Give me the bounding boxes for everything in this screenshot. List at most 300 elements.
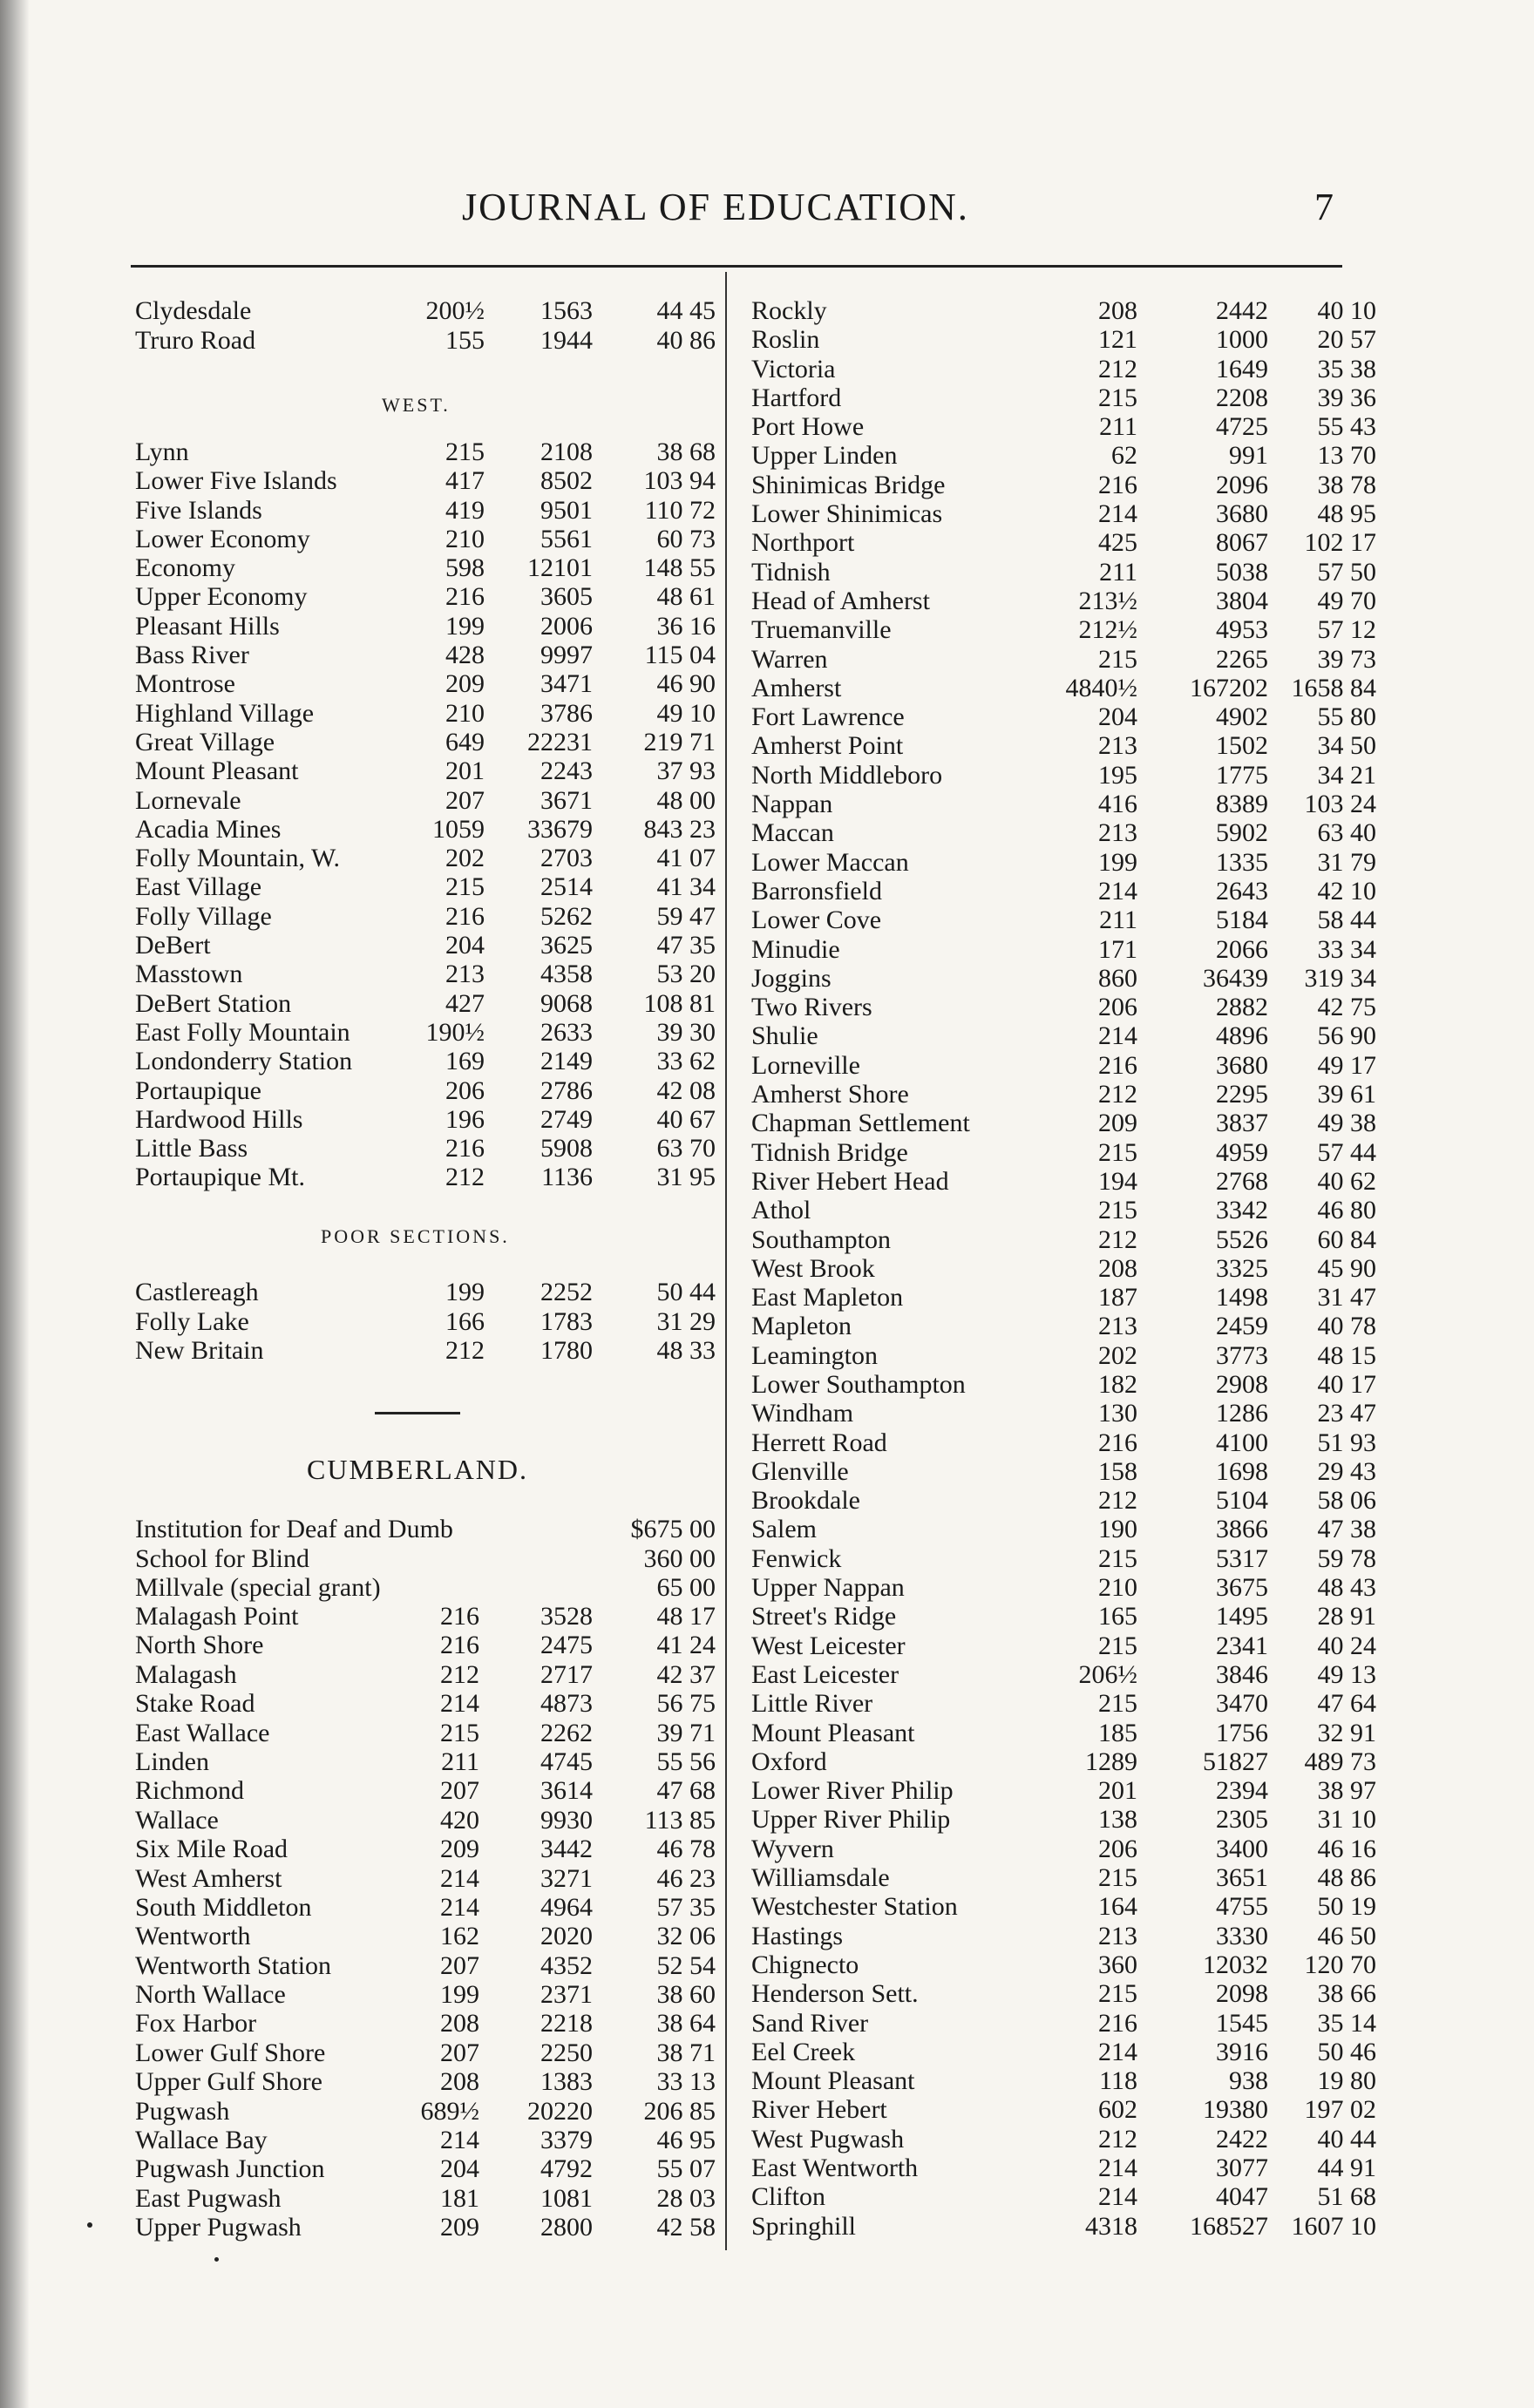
right-column-table [741, 296, 1376, 2241]
row-value-b: 2442 [1216, 296, 1268, 325]
row-value-c: 48 86 [1317, 1863, 1376, 1893]
table-row [741, 1369, 1376, 1399]
row-value-c: 37 93 [656, 756, 716, 786]
row-value-b: 1756 [1216, 1718, 1268, 1747]
row-value-c: 28 03 [656, 2183, 716, 2213]
row-name: North Wallace [135, 1980, 286, 2010]
row-value-a: 187 [1098, 1283, 1137, 1313]
row-value-a: 190½ [425, 1017, 485, 1047]
row-value-b: 938 [1229, 2066, 1268, 2096]
row-name: Tidnish Bridge [751, 1137, 908, 1167]
row-name: East Village [135, 872, 262, 902]
row-name: Truemanville [751, 615, 892, 645]
row-name: North Middleboro [751, 760, 943, 790]
row-name: Bass River [135, 641, 249, 670]
row-name: Malagash Point [135, 1602, 299, 1631]
row-value-b: 1495 [1216, 1602, 1268, 1631]
row-value-b: 1944 [540, 326, 593, 355]
row-value-a: 166 [445, 1306, 485, 1336]
row-name: Wallace Bay [135, 2126, 268, 2155]
row-value-b: 1081 [540, 2183, 593, 2213]
row-name: Millvale (special grant) [135, 1573, 381, 1602]
table-row [741, 1312, 1376, 1341]
row-name: Great Village [135, 727, 275, 756]
row-value-a: 210 [445, 524, 485, 553]
table-row [131, 2154, 720, 2183]
table-row [741, 644, 1376, 674]
row-value-a: 199 [445, 611, 485, 641]
row-value-c: 103 24 [1304, 790, 1376, 819]
row-value-c: 42 58 [656, 2213, 716, 2242]
row-value-c: 45 90 [1317, 1253, 1376, 1283]
row-value-c: 31 29 [656, 1306, 716, 1336]
row-name: Fort Lawrence [751, 702, 905, 732]
row-value-c: 40 44 [1317, 2124, 1376, 2154]
row-value-b: 3342 [1216, 1196, 1268, 1225]
row-value-c: 49 17 [1317, 1050, 1376, 1080]
table-row [741, 1109, 1376, 1138]
row-name: Wyvern [751, 1834, 834, 1863]
row-value-c: 57 12 [1317, 615, 1376, 645]
table-row [131, 1689, 720, 1718]
row-value-b: 2006 [540, 611, 593, 641]
row-value-c: 44 91 [1317, 2154, 1376, 2182]
row-value-c: 40 24 [1317, 1631, 1376, 1660]
table-row [131, 1307, 720, 1337]
poor-sections-table [131, 1278, 720, 1366]
table-row [741, 1340, 1376, 1370]
row-value-c: 360 00 [643, 1543, 716, 1573]
row-name: Eel Creek [751, 2037, 856, 2066]
row-value-c: 38 71 [656, 2038, 716, 2067]
row-value-a: 212 [1098, 1486, 1137, 1516]
table-row [741, 470, 1376, 499]
row-value-a: 214 [1098, 499, 1137, 529]
table-row [741, 1805, 1376, 1835]
row-value-a: 209 [440, 1835, 479, 1864]
row-value-b: 3400 [1216, 1834, 1268, 1863]
row-value-b: 2066 [1216, 934, 1268, 964]
row-name: South Middleton [135, 1892, 312, 1922]
table-row [741, 441, 1376, 471]
row-name: Barronsfield [751, 876, 882, 906]
row-value-b: 3916 [1216, 2037, 1268, 2066]
row-value-b: 2422 [1216, 2124, 1268, 2154]
table-row [131, 2009, 720, 2038]
row-name: Chapman Settlement [751, 1109, 970, 1138]
row-value-a: 215 [1098, 1863, 1137, 1893]
row-value-c: 47 64 [1317, 1689, 1376, 1719]
table-row [741, 1979, 1376, 2009]
table-row [741, 2211, 1376, 2241]
row-name: Richmond [135, 1776, 244, 1806]
row-value-c: 40 78 [1317, 1312, 1376, 1341]
row-value-b: 3614 [540, 1776, 593, 1806]
row-value-a: 216 [1098, 1050, 1137, 1080]
row-value-c: 48 15 [1317, 1340, 1376, 1370]
row-value-a: 208 [440, 2009, 479, 2038]
row-value-c: 55 43 [1317, 412, 1376, 442]
row-value-a: 195 [1098, 760, 1137, 790]
row-name: Amherst Shore [751, 1080, 909, 1109]
row-name: Mapleton [751, 1312, 852, 1341]
row-name: Highland Village [135, 698, 315, 728]
row-name: Oxford [751, 1747, 827, 1776]
table-row [741, 325, 1376, 355]
row-value-a: 162 [440, 1922, 479, 1951]
row-value-b: 2768 [1216, 1166, 1268, 1196]
row-name: Leamington [751, 1340, 878, 1370]
row-value-a: 155 [445, 326, 485, 355]
row-value-a: 215 [440, 1718, 479, 1747]
row-value-c: 39 36 [1317, 383, 1376, 412]
row-value-c: 42 75 [1317, 993, 1376, 1022]
table-row [131, 699, 720, 728]
row-name: Folly Village [135, 901, 272, 931]
row-value-a: 213 [1098, 731, 1137, 761]
row-name: North Shore [135, 1631, 264, 1660]
cumberland-heading: CUMBERLAND. [307, 1454, 529, 1485]
table-row [741, 702, 1376, 732]
row-value-a: 202 [1098, 1340, 1137, 1370]
row-value-b: 1335 [1216, 847, 1268, 877]
row-value-b: 3271 [540, 1863, 593, 1893]
row-value-c: 59 47 [656, 901, 716, 931]
row-name: Amherst Point [751, 731, 904, 761]
table-row [131, 989, 720, 1018]
table-row [741, 2095, 1376, 2125]
table-row [131, 2213, 720, 2242]
table-row [131, 1573, 720, 1603]
row-value-b: 3077 [1216, 2154, 1268, 2182]
table-row [741, 906, 1376, 935]
row-value-c: 36 16 [656, 611, 716, 641]
row-value-c: 40 17 [1317, 1369, 1376, 1399]
table-row [741, 2124, 1376, 2154]
row-value-b: 5317 [1216, 1543, 1268, 1573]
table-row [131, 1951, 720, 1980]
row-name: Brookdale [751, 1486, 860, 1516]
row-value-a: 204 [440, 2154, 479, 2184]
row-value-b: 5902 [1216, 818, 1268, 848]
table-row [741, 1456, 1376, 1486]
row-value-b: 2252 [540, 1278, 593, 1306]
row-value-a: 121 [1098, 325, 1137, 355]
row-value-b: 167202 [1190, 673, 1268, 702]
row-value-b: 3773 [1216, 1340, 1268, 1370]
row-name: Springhill [751, 2211, 857, 2241]
row-value-b: 3651 [1216, 1863, 1268, 1893]
row-name: Linden [135, 1747, 209, 1776]
table-row [741, 499, 1376, 529]
row-name: Upper Pugwash [135, 2213, 302, 2242]
row-value-b: 1286 [1216, 1399, 1268, 1428]
table-row [741, 1776, 1376, 1806]
row-value-b: 1498 [1216, 1283, 1268, 1313]
row-name: Clifton [751, 2182, 826, 2212]
row-value-a: 216 [1098, 1428, 1137, 1457]
row-value-a: 1289 [1085, 1747, 1137, 1776]
row-value-c: 35 38 [1317, 354, 1376, 383]
table-row [741, 615, 1376, 645]
row-name: Folly Mountain, W. [135, 844, 341, 873]
row-value-a: 206 [1098, 1834, 1137, 1863]
row-value-c: 1607 10 [1291, 2211, 1376, 2241]
row-value-a: 208 [440, 2067, 479, 2097]
table-row [741, 847, 1376, 877]
row-value-c: 33 62 [656, 1047, 716, 1076]
row-value-c: 58 44 [1317, 906, 1376, 935]
table-row [131, 1018, 720, 1047]
row-name: Herrett Road [751, 1428, 887, 1457]
row-value-c: 103 94 [643, 466, 716, 496]
row-name: East Wallace [135, 1718, 270, 1747]
row-value-a: 216 [445, 1134, 485, 1163]
table-row [741, 1283, 1376, 1313]
row-value-b: 1545 [1216, 2008, 1268, 2038]
row-name: Salem [751, 1515, 817, 1544]
table-row [741, 673, 1376, 702]
row-value-b: 2371 [540, 1980, 593, 2010]
row-value-c: 31 95 [656, 1163, 716, 1192]
row-name: DeBert [135, 931, 211, 960]
row-value-b: 3330 [1216, 1921, 1268, 1950]
row-value-c: 49 38 [1317, 1109, 1376, 1138]
row-value-c: 48 61 [656, 582, 716, 612]
row-value-c: 489 73 [1304, 1747, 1376, 1776]
row-value-b: 12101 [527, 553, 593, 583]
row-name: Folly Lake [135, 1306, 249, 1336]
row-name: Northport [751, 528, 855, 558]
row-name: Little River [751, 1689, 873, 1719]
table-row [741, 1659, 1376, 1689]
row-name: Portaupique [135, 1075, 261, 1105]
row-value-a: 427 [445, 988, 485, 1018]
row-value-a: 202 [445, 844, 485, 873]
row-value-b: 1563 [540, 296, 593, 325]
row-value-c: 56 75 [656, 1689, 716, 1719]
table-row [741, 1834, 1376, 1863]
row-value-b: 2908 [1216, 1369, 1268, 1399]
row-value-b: 2243 [540, 756, 593, 786]
row-value-c: 33 13 [656, 2067, 716, 2097]
row-value-b: 4745 [540, 1747, 593, 1776]
row-name: Warren [751, 644, 828, 674]
row-name: River Hebert Head [751, 1166, 949, 1196]
row-value-b: 3866 [1216, 1515, 1268, 1544]
row-value-a: 130 [1098, 1399, 1137, 1428]
table-row [131, 1105, 720, 1134]
table-row [131, 728, 720, 756]
row-value-a: 212½ [1078, 615, 1137, 645]
row-name: Little Bass [135, 1134, 248, 1163]
table-row [741, 1515, 1376, 1544]
west-table [131, 438, 720, 1192]
row-value-b: 1136 [541, 1163, 593, 1192]
row-value-c: 46 50 [1317, 1921, 1376, 1950]
row-value-a: 215 [1098, 1196, 1137, 1225]
row-value-a: 214 [440, 1863, 479, 1893]
table-row [131, 438, 720, 466]
row-name: Lower Shinimicas [751, 499, 943, 529]
table-row [131, 1864, 720, 1893]
row-value-b: 20220 [527, 2096, 593, 2126]
row-value-a: 602 [1098, 2095, 1137, 2125]
row-value-a: 216 [1098, 470, 1137, 499]
row-value-a: 207 [440, 1776, 479, 1806]
row-value-c: 55 80 [1317, 702, 1376, 732]
row-value-a: 209 [1098, 1109, 1137, 1138]
row-name: Wallace [135, 1805, 219, 1835]
row-value-a: 214 [440, 2126, 479, 2155]
row-value-c: 49 10 [656, 698, 716, 728]
row-value-b: 2394 [1216, 1776, 1268, 1806]
table-row [131, 1336, 720, 1366]
row-value-a: 216 [440, 1602, 479, 1631]
table-row [131, 296, 720, 326]
row-value-b: 5104 [1216, 1486, 1268, 1516]
row-value-c: 102 17 [1304, 528, 1376, 558]
row-value-b: 2882 [1216, 993, 1268, 1022]
special-grants-table [131, 1515, 720, 1603]
row-value-a: 417 [445, 466, 485, 496]
row-value-a: 206 [1098, 993, 1137, 1022]
row-value-a: 4318 [1085, 2211, 1137, 2241]
row-value-a: 215 [445, 872, 485, 902]
row-value-b: 1775 [1216, 760, 1268, 790]
row-value-c: 115 04 [644, 641, 716, 670]
table-row [741, 934, 1376, 964]
row-name: Lower Cove [751, 906, 882, 935]
row-value-b: 2108 [540, 438, 593, 466]
row-name: Windham [751, 1399, 854, 1428]
row-value-a: 212 [1098, 1080, 1137, 1109]
row-value-c: 1658 84 [1291, 673, 1376, 702]
row-value-c: 57 35 [656, 1892, 716, 1922]
table-row [741, 1747, 1376, 1776]
row-value-b: 2020 [540, 1922, 593, 1951]
row-name: Malagash [135, 1659, 237, 1689]
row-value-b: 2305 [1216, 1805, 1268, 1835]
row-name: East Mapleton [751, 1283, 904, 1313]
row-name: Lorneville [751, 1050, 860, 1080]
row-value-c: 108 81 [643, 988, 716, 1018]
row-value-b: 3605 [540, 582, 593, 612]
row-name: DeBert Station [135, 988, 292, 1018]
row-value-a: 208 [1098, 296, 1137, 325]
table-row [131, 1515, 720, 1544]
row-value-a: 425 [1098, 528, 1137, 558]
table-row [741, 354, 1376, 383]
row-value-a: 1059 [432, 814, 485, 844]
table-row [741, 2008, 1376, 2038]
row-name: Lower Five Islands [135, 466, 337, 496]
row-name: School for Blind [135, 1543, 309, 1573]
row-value-b: 3846 [1216, 1659, 1268, 1689]
row-value-b: 2475 [540, 1631, 593, 1660]
row-value-a: 419 [445, 495, 485, 525]
table-row [131, 612, 720, 641]
row-name: Fox Harbor [135, 2009, 257, 2038]
row-name: Mount Pleasant [751, 1718, 915, 1747]
row-name: Wentworth Station [135, 1950, 332, 1980]
row-value-b: 1502 [1216, 731, 1268, 761]
table-row [741, 1399, 1376, 1428]
left-column-top-table [131, 296, 720, 356]
row-value-c: 38 68 [656, 438, 716, 466]
table-row [741, 1689, 1376, 1719]
row-value-c: 23 47 [1317, 1399, 1376, 1428]
row-value-c: 52 54 [656, 1950, 716, 1980]
page-header [131, 185, 1334, 237]
row-value-a: 206 [445, 1075, 485, 1105]
row-value-c: 59 78 [1317, 1543, 1376, 1573]
table-row [741, 1863, 1376, 1893]
row-value-a: 689½ [420, 2096, 479, 2126]
section-separator [375, 1412, 460, 1414]
row-name: East Folly Mountain [135, 1017, 350, 1047]
row-value-c: 113 85 [644, 1805, 716, 1835]
row-value-c: 31 79 [1317, 847, 1376, 877]
row-value-c: 65 00 [656, 1573, 716, 1602]
table-row [131, 1922, 720, 1950]
row-value-b: 12032 [1203, 1950, 1268, 1979]
row-name: East Pugwash [135, 2183, 282, 2213]
row-value-c: 48 33 [656, 1336, 716, 1365]
table-row [741, 2066, 1376, 2096]
row-value-b: 991 [1229, 441, 1268, 471]
row-value-a: 204 [445, 931, 485, 960]
table-row [131, 466, 720, 495]
row-value-a: 213½ [1078, 586, 1137, 615]
row-value-c: 40 67 [656, 1104, 716, 1134]
row-value-a: 138 [1098, 1805, 1137, 1835]
row-name: Victoria [751, 354, 836, 383]
table-row [741, 1950, 1376, 1979]
row-name: Lower River Philip [751, 1776, 954, 1806]
row-value-a: 209 [440, 2213, 479, 2242]
row-value-b: 51827 [1203, 1747, 1268, 1776]
row-value-c: 51 93 [1317, 1428, 1376, 1457]
table-row [131, 1747, 720, 1776]
row-value-a: 214 [1098, 876, 1137, 906]
table-row [741, 1166, 1376, 1196]
row-value-b: 8067 [1216, 528, 1268, 558]
row-value-b: 4873 [540, 1689, 593, 1719]
row-value-c: 48 43 [1317, 1573, 1376, 1603]
row-name: Castlereagh [135, 1278, 259, 1306]
row-name: Upper Economy [135, 582, 308, 612]
row-value-b: 2800 [540, 2213, 593, 2242]
table-row [741, 1080, 1376, 1109]
row-name: Clydesdale [135, 296, 252, 325]
row-value-c: 60 84 [1317, 1224, 1376, 1254]
row-value-b: 3471 [540, 669, 593, 699]
row-value-a: 216 [445, 582, 485, 612]
table-row [741, 1921, 1376, 1950]
row-value-a: 214 [1098, 2154, 1137, 2182]
row-value-b: 3786 [540, 698, 593, 728]
row-value-a: 212 [445, 1163, 485, 1192]
row-value-a: 214 [1098, 1021, 1137, 1051]
row-value-c: 32 06 [656, 1922, 716, 1951]
row-value-c: 50 44 [656, 1278, 716, 1306]
table-row [741, 1573, 1376, 1603]
row-value-b: 2514 [540, 872, 593, 902]
row-value-a: 212 [1098, 354, 1137, 383]
table-row [131, 2097, 720, 2126]
row-name: Minudie [751, 934, 840, 964]
